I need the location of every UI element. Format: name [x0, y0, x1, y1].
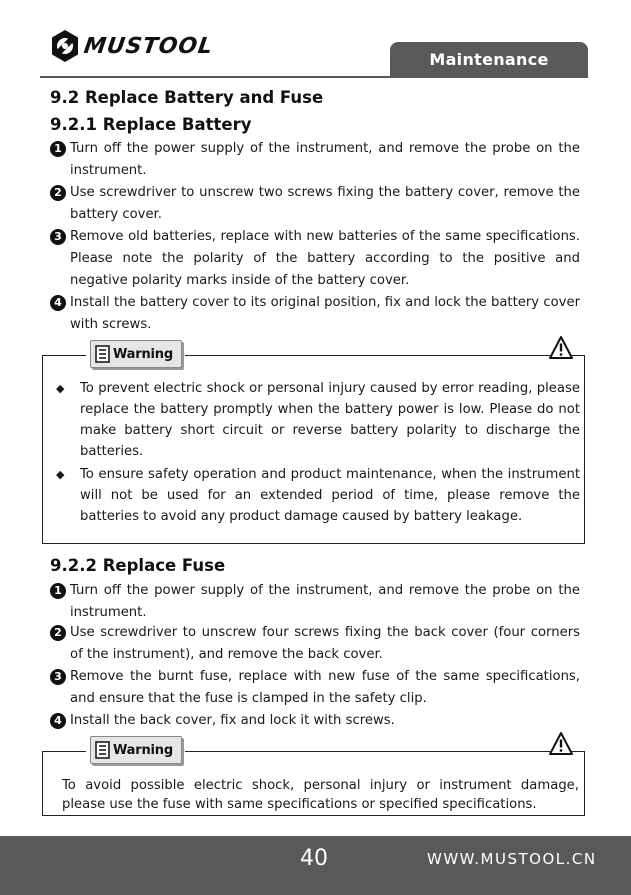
battery-step-3 — [50, 226, 580, 292]
step-number-badge: 3 — [50, 669, 66, 685]
step-text: Remove the burnt fuse, replace with new fuse of the same specifications, and ensure that the fuse is clamped in the safety clip. — [70, 669, 580, 706]
subsection-title-fuse: 9.2.2 Replace Fuse — [50, 556, 226, 575]
section-title: 9.2 Replace Battery and Fuse — [50, 88, 324, 107]
brand-logo — [48, 26, 213, 66]
step-number-badge: 1 — [50, 583, 66, 599]
battery-step-4 — [50, 292, 580, 336]
step-number-badge: 2 — [50, 625, 66, 641]
fuse-step-3 — [50, 666, 580, 710]
subsection-title-battery: 9.2.1 Replace Battery — [50, 115, 252, 134]
warning-item — [56, 378, 580, 462]
battery-step-2 — [50, 182, 580, 226]
step-text: Turn off the power supply of the instrument, and remove the probe on the instrument. — [70, 141, 580, 178]
step-number-badge: 3 — [50, 229, 66, 245]
step-number-badge: 1 — [50, 141, 66, 157]
step-text: Install the back cover, fix and lock it with screws. — [70, 713, 395, 728]
diamond-bullet-icon: ◆ — [56, 382, 65, 395]
diamond-bullet-icon: ◆ — [56, 468, 65, 481]
fuse-step-4 — [50, 710, 580, 732]
fuse-step-2 — [50, 622, 580, 666]
warning-item — [56, 464, 580, 527]
battery-step-1 — [50, 138, 580, 182]
header-divider — [40, 76, 588, 78]
brand-name: MUSTOOL — [82, 33, 215, 59]
fuse-step-1 — [50, 580, 580, 624]
step-text: Turn off the power supply of the instrument, and remove the probe on the instrument. — [70, 583, 580, 620]
warning-item-text: To ensure safety operation and product maintenance, when the instrument will not be used for an extended period of time, please remove the batteries to avoid any product damage caused by battery leakage. — [80, 467, 580, 524]
step-text: Use screwdriver to unscrew two screws fixing the battery cover, remove the battery cover. — [70, 185, 580, 222]
step-text: Install the battery cover to its original position, fix and lock the battery cover with screws. — [70, 295, 580, 332]
step-text: Use screwdriver to unscrew four screws fixing the back cover (four corners of the instrument), and remove the back cover. — [70, 625, 580, 662]
step-number-badge: 4 — [50, 295, 66, 311]
step-number-badge: 4 — [50, 713, 66, 729]
warning-label-text: Warning — [113, 346, 173, 362]
step-number-badge: 2 — [50, 185, 66, 201]
warning-item-text: To prevent electric shock or personal injury caused by error reading, please replace the battery promptly when the battery power is low. Please do not make battery short circuit or reverse battery polarity to discharge the batteries. — [80, 381, 580, 459]
footer-url: WWW.MUSTOOL.CN — [427, 850, 597, 868]
gear-logo-icon — [48, 29, 82, 63]
section-tab: Maintenance — [390, 42, 588, 76]
warning-text-fuse: To avoid possible electric shock, personal injury or instrument damage, please use the fuse with same specifications or specified specifications. — [62, 778, 579, 812]
warning-label-text: Warning — [113, 742, 173, 758]
page-number: 40 — [300, 846, 328, 871]
step-text: Remove old batteries, replace with new batteries of the same specifications. Please note the polarity of the battery according to the positive and negative polarity marks inside of the battery cover. — [70, 229, 580, 288]
page-footer — [0, 836, 631, 895]
